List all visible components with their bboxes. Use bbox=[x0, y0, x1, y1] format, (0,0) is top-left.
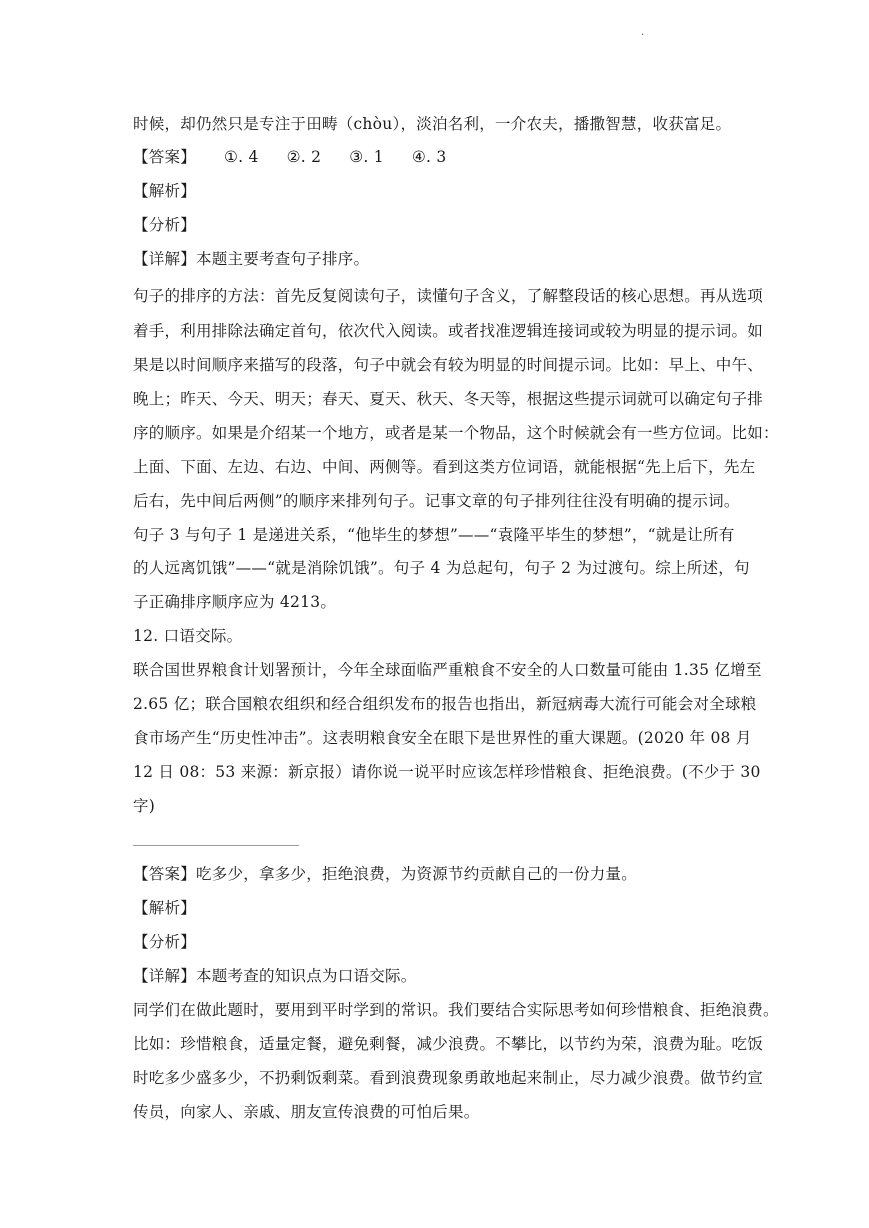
answer-blank-line bbox=[133, 845, 299, 846]
page-dot-mark: · bbox=[641, 30, 645, 41]
fenxi-label: 【分析】 bbox=[133, 216, 197, 234]
explain-line: 上面、下面、左边、右边、中间、两侧等。看到这类方位词语，就能根据“先上后下，先左 bbox=[133, 458, 756, 476]
question-line: 12 日 08：53 来源：新京报）请你说一说平时应该怎样珍惜粮食、拒绝浪费。(不少于 30 bbox=[133, 763, 761, 781]
explain-line: 同学们在做此题时，要用到平时学到的常识。我们要结合实际思考如何珍惜粮食、拒绝浪费。 bbox=[133, 1001, 779, 1019]
explain-line: 后右，先中间后两侧”的顺序来排列句子。记事文章的句子排列往往没有明确的提示词。 bbox=[133, 492, 740, 510]
fenxi-label: 【分析】 bbox=[133, 933, 197, 951]
answer-label: 【答案】 bbox=[133, 148, 197, 166]
explain-line: 句子的排序的方法：首先反复阅读句子，读懂句子含义，了解整段话的核心思想。再从选项 bbox=[133, 287, 764, 305]
explain-line: 果是以时间顺序来描写的段落，句子中就会有较为明显的时间提示词。比如：早上、中午、 bbox=[133, 356, 764, 374]
text-line: 时候，却仍然只是专注于田畴（chòu），淡泊名利，一介农夫，播撒智慧，收获富足。 bbox=[133, 115, 732, 133]
answer-item: ④. 3 bbox=[411, 148, 447, 166]
answer-item: ②. 2 bbox=[286, 148, 322, 166]
explain-line: 序的顺序。如果是介绍某一个地方，或者是某一个物品，这个时候就会有一些方位词。比如： bbox=[133, 424, 779, 442]
question-line: 字) bbox=[133, 797, 156, 815]
explain-line: 着手，利用排除法确定首句，依次代入阅读。或者找准逻辑连接词或较为明显的提示词。如 bbox=[133, 322, 764, 340]
explain-line: 传员，向家人、亲戚、朋友宣传浪费的可怕后果。 bbox=[133, 1103, 480, 1121]
explain-line: 句子 3 与句子 1 是递进关系，“他毕生的梦想”——“袁隆平毕生的梦想”，“就是让所有 bbox=[133, 526, 735, 544]
question-line: 食市场产生“历史性冲击”。这表明粮食安全在眼下是世界性的重大课题。(2020 年 08 月 bbox=[133, 729, 752, 747]
explain-line: 子正确排序顺序应为 4213。 bbox=[133, 593, 337, 611]
explain-line: 时吃多少盛多少，不扔剩饭剩菜。看到浪费现象勇敢地起来制止，尽力减少浪费。做节约宣 bbox=[133, 1069, 764, 1087]
analysis-label: 【解析】 bbox=[133, 182, 197, 200]
explain-line: 的人远离饥饿”——“就是消除饥饿”。句子 4 为总起句，句子 2 为过渡句。综上所述，句 bbox=[133, 559, 750, 577]
question-title: 12. 口语交际。 bbox=[133, 627, 243, 645]
detail-line: 【详解】本题主要考查句子排序。 bbox=[133, 250, 370, 268]
question-line: 2.65 亿；联合国粮农组织和经合组织发布的报告也指出，新冠病毒大流行可能会对全球粮 bbox=[133, 695, 757, 713]
question-line: 联合国世界粮食计划署预计，今年全球面临严重粮食不安全的人口数量可能由 1.35 亿增至 bbox=[133, 661, 762, 679]
detail-line: 【详解】本题考查的知识点为口语交际。 bbox=[133, 967, 417, 985]
answer-line bbox=[133, 147, 447, 167]
answer-line: 【答案】吃多少，拿多少，拒绝浪费，为资源节约贡献自己的一份力量。 bbox=[133, 865, 638, 883]
explain-line: 比如：珍惜粮食，适量定餐，避免剩餐，减少浪费。不攀比，以节约为荣，浪费为耻。吃饭 bbox=[133, 1035, 764, 1053]
answer-item: ①. 4 bbox=[224, 148, 259, 166]
analysis-label: 【解析】 bbox=[133, 899, 197, 917]
explain-line: 晚上；昨天、今天、明天；春天、夏天、秋天、冬天等，根据这些提示词就可以确定句子排 bbox=[133, 390, 764, 408]
answer-item: ③. 1 bbox=[349, 148, 384, 166]
